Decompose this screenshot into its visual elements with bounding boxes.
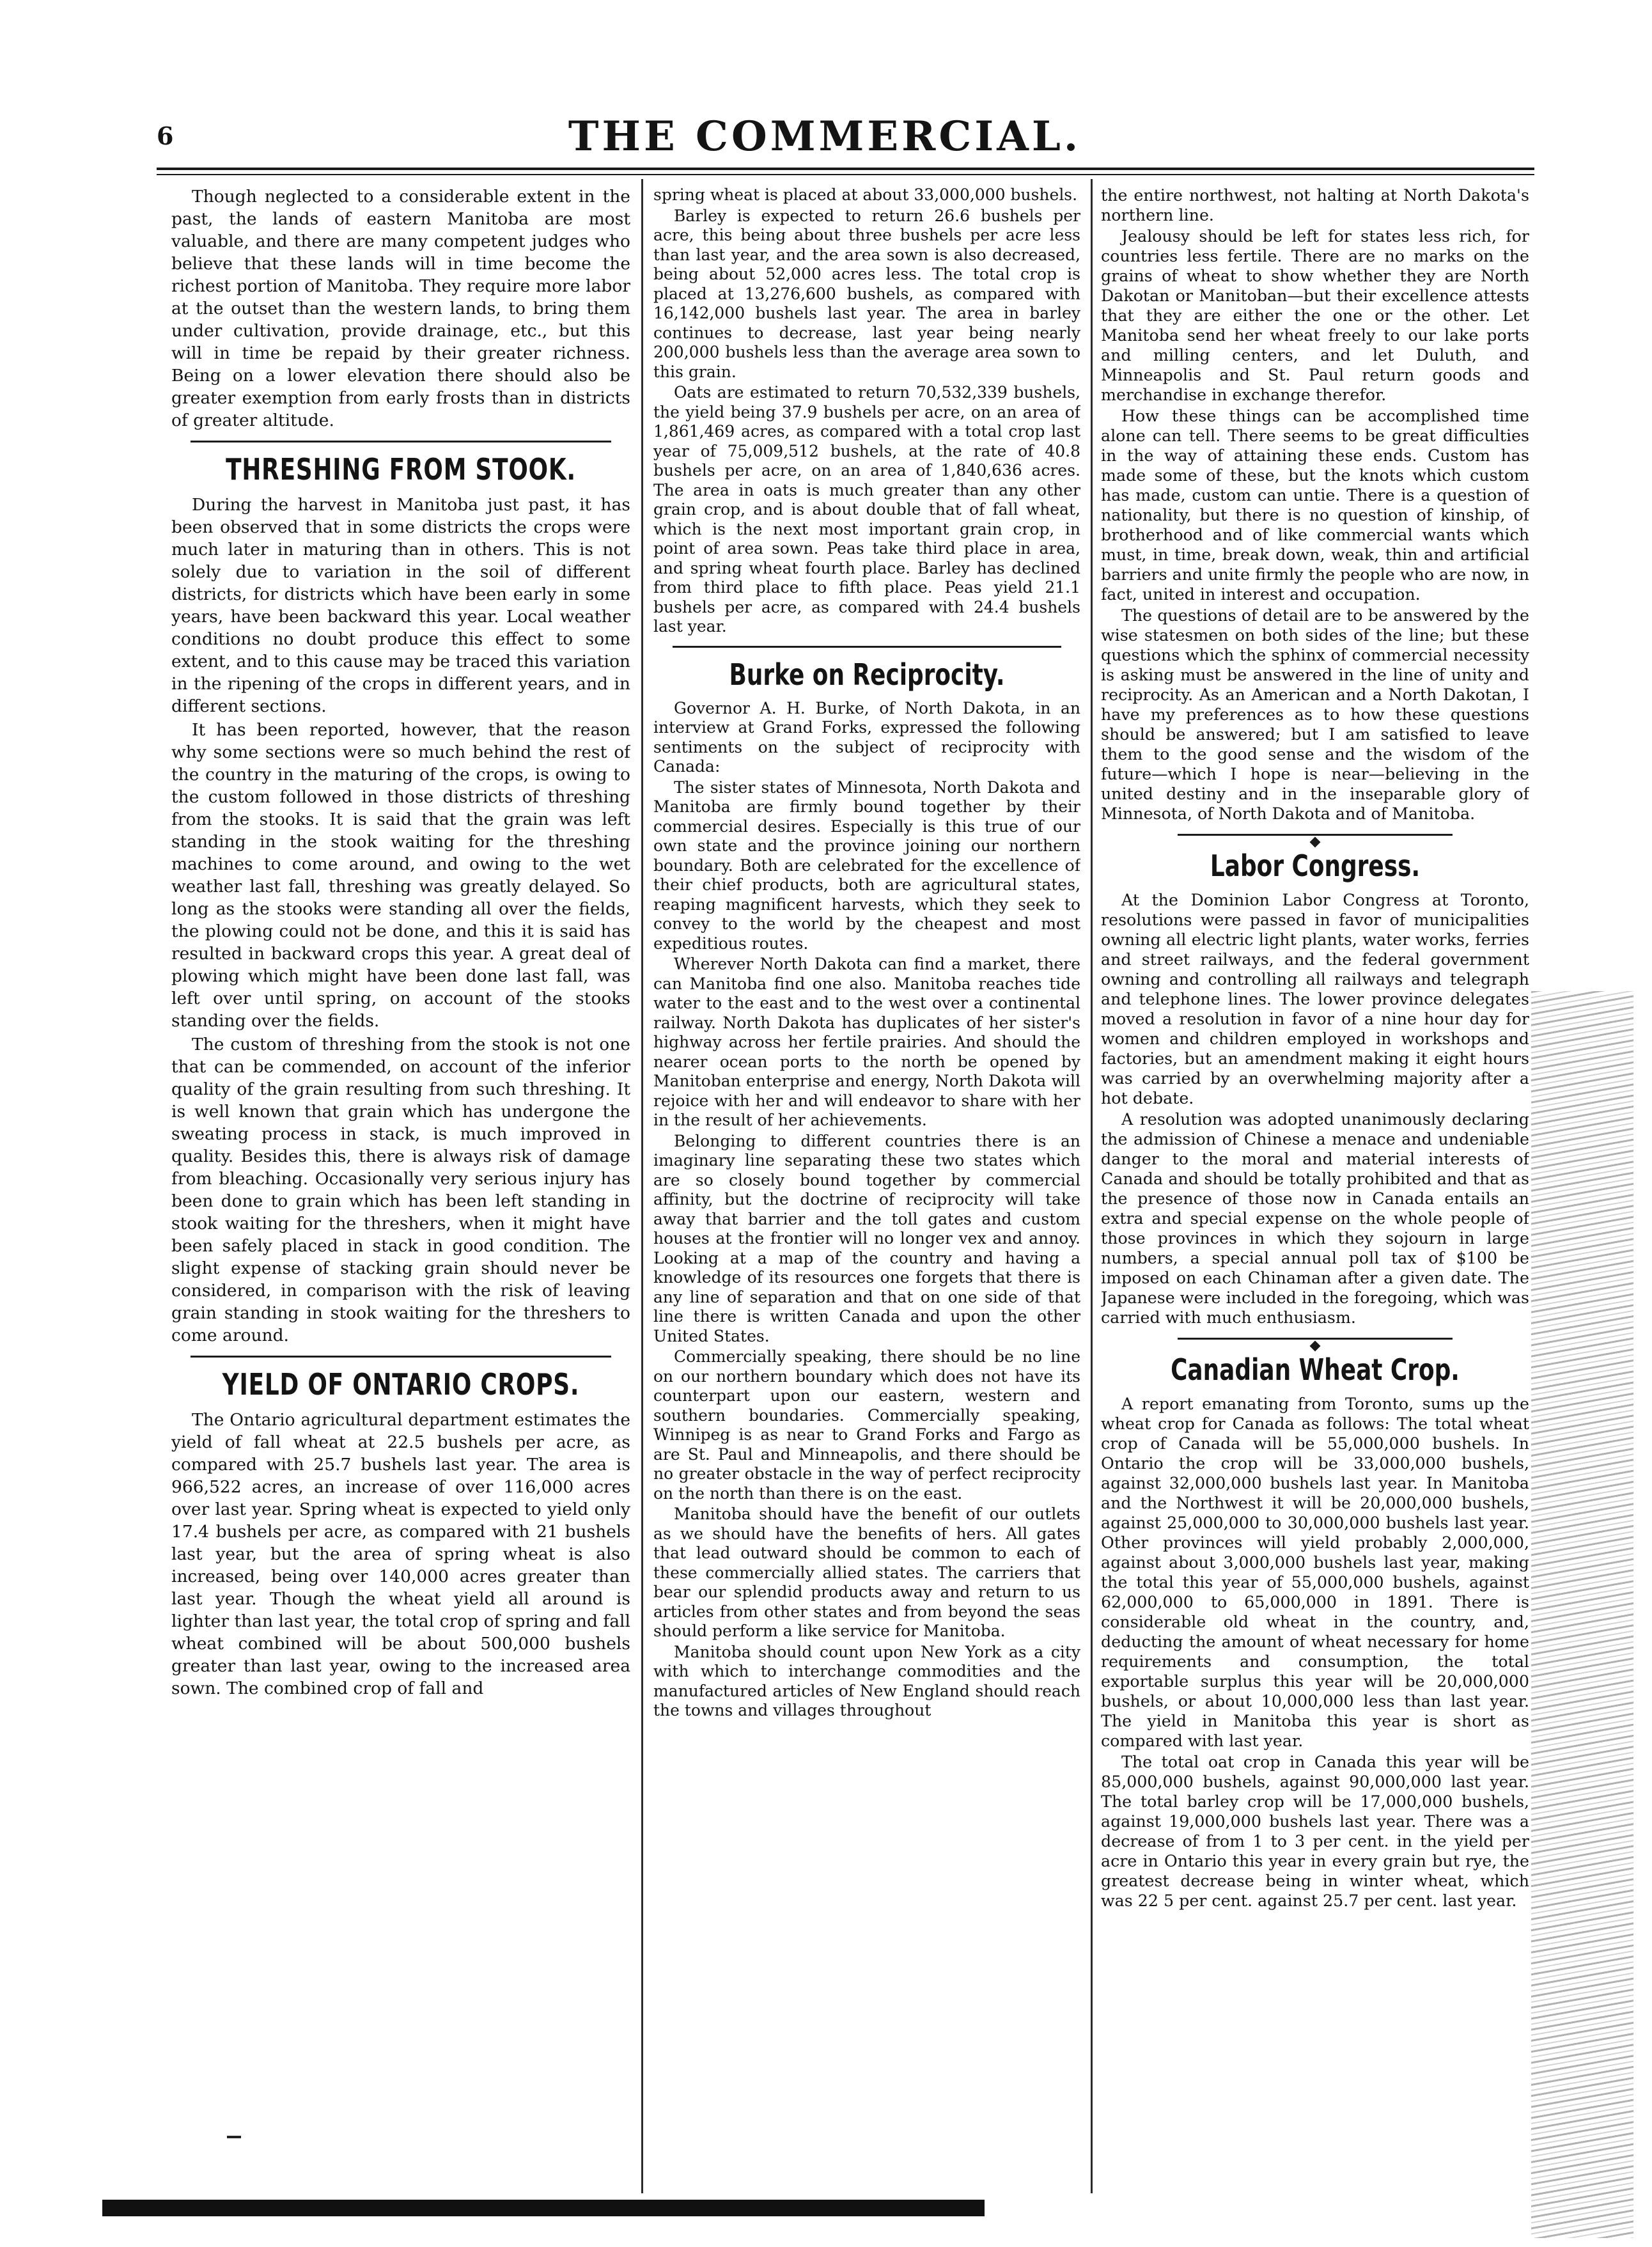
ontario-continued-paragraph: Barley is expected to return 26.6 bushels per acre, this being about three bushels per acre less than last year, and the area sown is also decreased, being about 52,000 acres less. The total crop is placed at 13,276,600 bushels, as compared with 16,142,000 bushels last year. The area in barley continues to decrease, last year being nearly 200,000 bushels less than the average area sown to this grain. — [653, 206, 1080, 381]
masthead: THE COMMERCIAL. — [568, 113, 1082, 160]
ontario-continued-paragraph: spring wheat is placed at about 33,000,000 bushels. — [653, 185, 1078, 204]
burke-continued-paragraph: Jealousy should be left for states less rich, for countries less fertile. There are no marks on the grains of wheat to show whether they are North Dakotan or Manitoban—but their excellence attests that they are either the one or the other. Let Manitoba send her wheat freely to our lake ports and milling centers, and let Duluth, and Minneapolis and St. Paul return goods and merchandise in exchange therefor. — [1101, 227, 1529, 404]
intro-paragraph: Though neglected to a considerable extent in the past, the lands of eastern Manitoba are most valuable, and there are many competent judges who believe that these lands will in time become the richest portion of Manitoba. They require more labor at the outset than the western lands, to bring them under cultivation, provide drainage, etc., but this will in time be repaid by their greater richness. Being on a lower elevation there should also be greater exemption from early frosts than in districts of greater altitude. — [171, 187, 630, 430]
burke-headline: Burke on Reciprocity. — [729, 657, 1005, 692]
threshing-paragraph: The custom of threshing from the stook is not one that can be commended, on account of the inferior quality of the grain resulting from such threshing. It is well known that grain which has undergone the sweating process in stack, is much improved in quality. Besides this, there is always risk of damage from bleaching. Occasionally very serious injury has been done to grain which has been left standing in stook waiting for the threshers, when it might have been safely placed in stack in good condition. The slight expense of stacking grain should never be considered, in comparison with the risk of leaving grain standing in stook waiting for the threshers to come around. — [171, 1035, 630, 1345]
column-1 — [171, 185, 630, 2174]
burke-continued-paragraph: The questions of detail are to be answered by the wise statesmen on both sides of the line; but these questions which the sphinx of commercial necessity is asking must be answered in the line of unity and reciprocity. As an American and a North Dakotan, I have my preferences as to how these questions should be answered; but I am satisfied to leave them to the good sense and the wisdom of the future—which I hope is near—believing in the united destiny and in the inseparable glory of Minnesota, of North Dakota and of Manitoba. — [1101, 606, 1529, 823]
burke-paragraph: Commercially speaking, there should be no line on our northern boundary which does not have its counterpart upon our eastern, western and southern boundaries. Commercially speaking, Winnipeg is as near to Grand Forks and Fargo as are St. Paul and Minneapolis, and there should be no greater obstacle in the way of perfect reciprocity on the north than there is on the east. — [653, 1347, 1080, 1503]
section-rule — [191, 1356, 611, 1358]
burke-paragraph: Manitoba should have the benefit of our outlets as we should have the benefits of hers. All gates that lead outward should be common to each of these commercially allied states. The carriers that bear our splendid products away and return to us articles from other states and from beyond the seas should perform a like service for Manitoba. — [653, 1505, 1080, 1640]
labor-headline: Labor Congress. — [1210, 849, 1421, 883]
section-rule — [191, 441, 611, 442]
burke-paragraph: Wherever North Dakota can find a market, there can Manitoba find one also. Manitoba reaches tide water to the east and to the west over a continental railway. North Dakota has duplicates of her sister's highway across her fertile prairies. And should the nearer ocean ports to the north be opened by Manitoban enterprise and energy, North Dakota will rejoice with her and will endeavor to share with her in the result of her achievements. — [653, 955, 1080, 1129]
wheat-paragraph: A report emanating from Toronto, sums up the wheat crop for Canada as follows: The total wheat crop of Canada will be 55,000,000 bushels. In Ontario the crop will be 33,000,000 bushels, against 32,000,000 bushels last year. In Manitoba and the Northwest it will be 20,000,000 bushels, against 25,000,000 to 30,000,000 bushels last year. Other provinces will yield probably 2,000,000, against about 3,000,000 bushels last year, making the total this year of 55,000,000 bushels, against 62,000,000 to 65,000,000 in 1891. There is considerable old wheat in the country, and, deducting the amount of wheat necessary for home requirements and consumption, the total exportable surplus this year will be 20,000,000 bushels, or about 10,000,000 less than last year. The yield in Manitoba this year is short as compared with last year. — [1101, 1395, 1529, 1750]
ink-speck — [227, 2136, 241, 2138]
wheat-paragraph: The total oat crop in Canada this year will be 85,000,000 bushels, against 90,000,000 last year. The total barley crop will be 17,000,000 bushels, against 19,000,000 bushels last year. There was a decrease of from 1 to 3 per cent. in the yield per acre in Ontario this year in every grain but rye, the greatest decrease being in winter wheat, which was 22 5 per cent. against 25.7 per cent. last year. — [1101, 1753, 1529, 1910]
masthead-rule-thin — [157, 174, 1534, 175]
labor-paragraph: At the Dominion Labor Congress at Toronto, resolutions were passed in favor of municipalities owning all electric light plants, water works, ferries and street railways, and the federal government owning and controlling all railways and telegraph and telephone lines. The lower province delegates moved a resolution in favor of a nine hour day for women and children employed in workshops and factories, but an amendment making it eight hours was carried by an overwhelming majority after a hot debate. — [1101, 891, 1529, 1108]
ontario-continued-paragraph: Oats are estimated to return 70,532,339 bushels, the yield being 37.9 bushels per acre, on an area of 1,861,469 acres, as compared with a total crop last year of 75,009,512 bushels, at the rate of 40.8 bushels per acre, on an area of 1,840,636 acres. The area in oats is much greater than any other grain crop, and is about double that of fall wheat, which is the next most important grain crop, in point of area sown. Peas take third place in area, and spring wheat fourth place. Barley has declined from third place to fifth place. Peas yield 21.1 bushels per acre, as compared with 24.4 bushels last year. — [653, 383, 1080, 636]
ontario-paragraph: The Ontario agricultural department estimates the yield of fall wheat at 22.5 bushels per acre, as compared with 25.7 bushels last year. The area is 966,522 acres, an increase of over 116,000 acres over last year. Spring wheat is expected to yield only 17.4 bushels per acre, as compared with 21 bushels last year, but the area of spring wheat is also increased, being over 140,000 acres greater than last year. Though the wheat yield all around is lighter than last year, the total crop of spring and fall wheat combined will be about 500,000 bushels greater than last year, owing to the increased area sown. The combined crop of fall and — [171, 1410, 630, 1698]
section-rule — [673, 646, 1061, 648]
section-divider — [1101, 830, 1529, 839]
masthead-rule — [157, 168, 1534, 170]
column-divider-2 — [1091, 179, 1093, 2193]
scan-edge-noise — [1531, 991, 1633, 2238]
wheat-headline: Canadian Wheat Crop. — [1171, 1352, 1460, 1387]
burke-paragraph: Governor A. H. Burke, of North Dakota, in an interview at Grand Forks, expressed the following sentiments on the subject of reciprocity with Canada: — [653, 698, 1080, 776]
footer-bar — [102, 2200, 985, 2216]
column-3 — [1101, 185, 1529, 2174]
burke-paragraph: The sister states of Minnesota, North Dakota and Manitoba are firmly bound together by their commercial desires. Especially is this true of our own state and the province joining our northern boundary. Both are celebrated for the excellence of their chief products, both are agricultural states, reaping magnificent harvests, which they seek to convey to the world by the cheapest and most expeditious routes. — [653, 778, 1080, 953]
section-divider — [1101, 1334, 1529, 1343]
threshing-headline: THRESHING FROM STOOK. — [226, 452, 576, 487]
threshing-paragraph: During the harvest in Manitoba just past, it has been observed that in some districts the crops were much later in maturing than in others. This is not solely due to variation in the soil of different districts, for districts which have been early in some years, have been backward this year. Local weather conditions no doubt produce this effect to some extent, and to this cause may be traced this variation in the ripening of the crops in different years, and in different sections. — [171, 495, 630, 716]
page-number: 6 — [157, 121, 174, 150]
burke-continued-paragraph: the entire northwest, not halting at North Dakota's northern line. — [1101, 186, 1529, 224]
threshing-paragraph: It has been reported, however, that the reason why some sections were so much behind the rest of the country in the maturing of the crops, is owing to the custom followed in those districts of threshing from the stooks. It is said that the grain was left standing in the stook waiting for the threshing machines to come around, and owing to the wet weather last fall, threshing was greatly delayed. So long as the stooks were standing all over the fields, the plowing could not be done, and this it is said has resulted in backward crops this year. A great deal of plowing which might have been done last fall, was left over until spring, on account of the stooks standing over the fields. — [171, 720, 630, 1031]
column-2 — [653, 185, 1080, 2174]
burke-paragraph: Belonging to different countries there is an imaginary line separating these two states which are so closely bound together by commercial affinity, but the doctrine of reciprocity will take away that barrier and the toll gates and custom houses at the frontier will no longer vex and annoy. Looking at a map of the country and having a knowledge of its resources one forgets that there is any line of separation and that on one side of that line there is written Canada and upon the other United States. — [653, 1131, 1080, 1345]
burke-paragraph: Manitoba should count upon New York as a city with which to interchange commodities and the manufactured articles of New England should reach the towns and villages throughout — [653, 1642, 1080, 1719]
ontario-headline: YIELD OF ONTARIO CROPS. — [222, 1367, 580, 1402]
labor-paragraph: A resolution was adopted unanimously declaring the admission of Chinese a menace and undeniable danger to the moral and material interests of Canada and should be totally prohibited and that as the presence of those now in Canada entails an extra and special expense on the whole people of those provinces in which they sojourn in large numbers, a special annual poll tax of $100 be imposed on each Chinaman after a given date. The Japanese were included in the foregoing, which was carried with much enthusiasm. — [1101, 1110, 1529, 1327]
column-divider-1 — [641, 179, 643, 2193]
burke-continued-paragraph: How these things can be accomplished time alone can tell. There seems to be great difficulties in the way of attaining these ends. Custom has made some of these, but the knots which custom has made, custom can untie. There is a question of nationality, but there is no question of kinship, of brotherhood and of like commercial wants which must, in time, break down, weak, thin and artificial barriers and unite firmly the people who are now, in fact, united in interest and occupation. — [1101, 407, 1529, 604]
